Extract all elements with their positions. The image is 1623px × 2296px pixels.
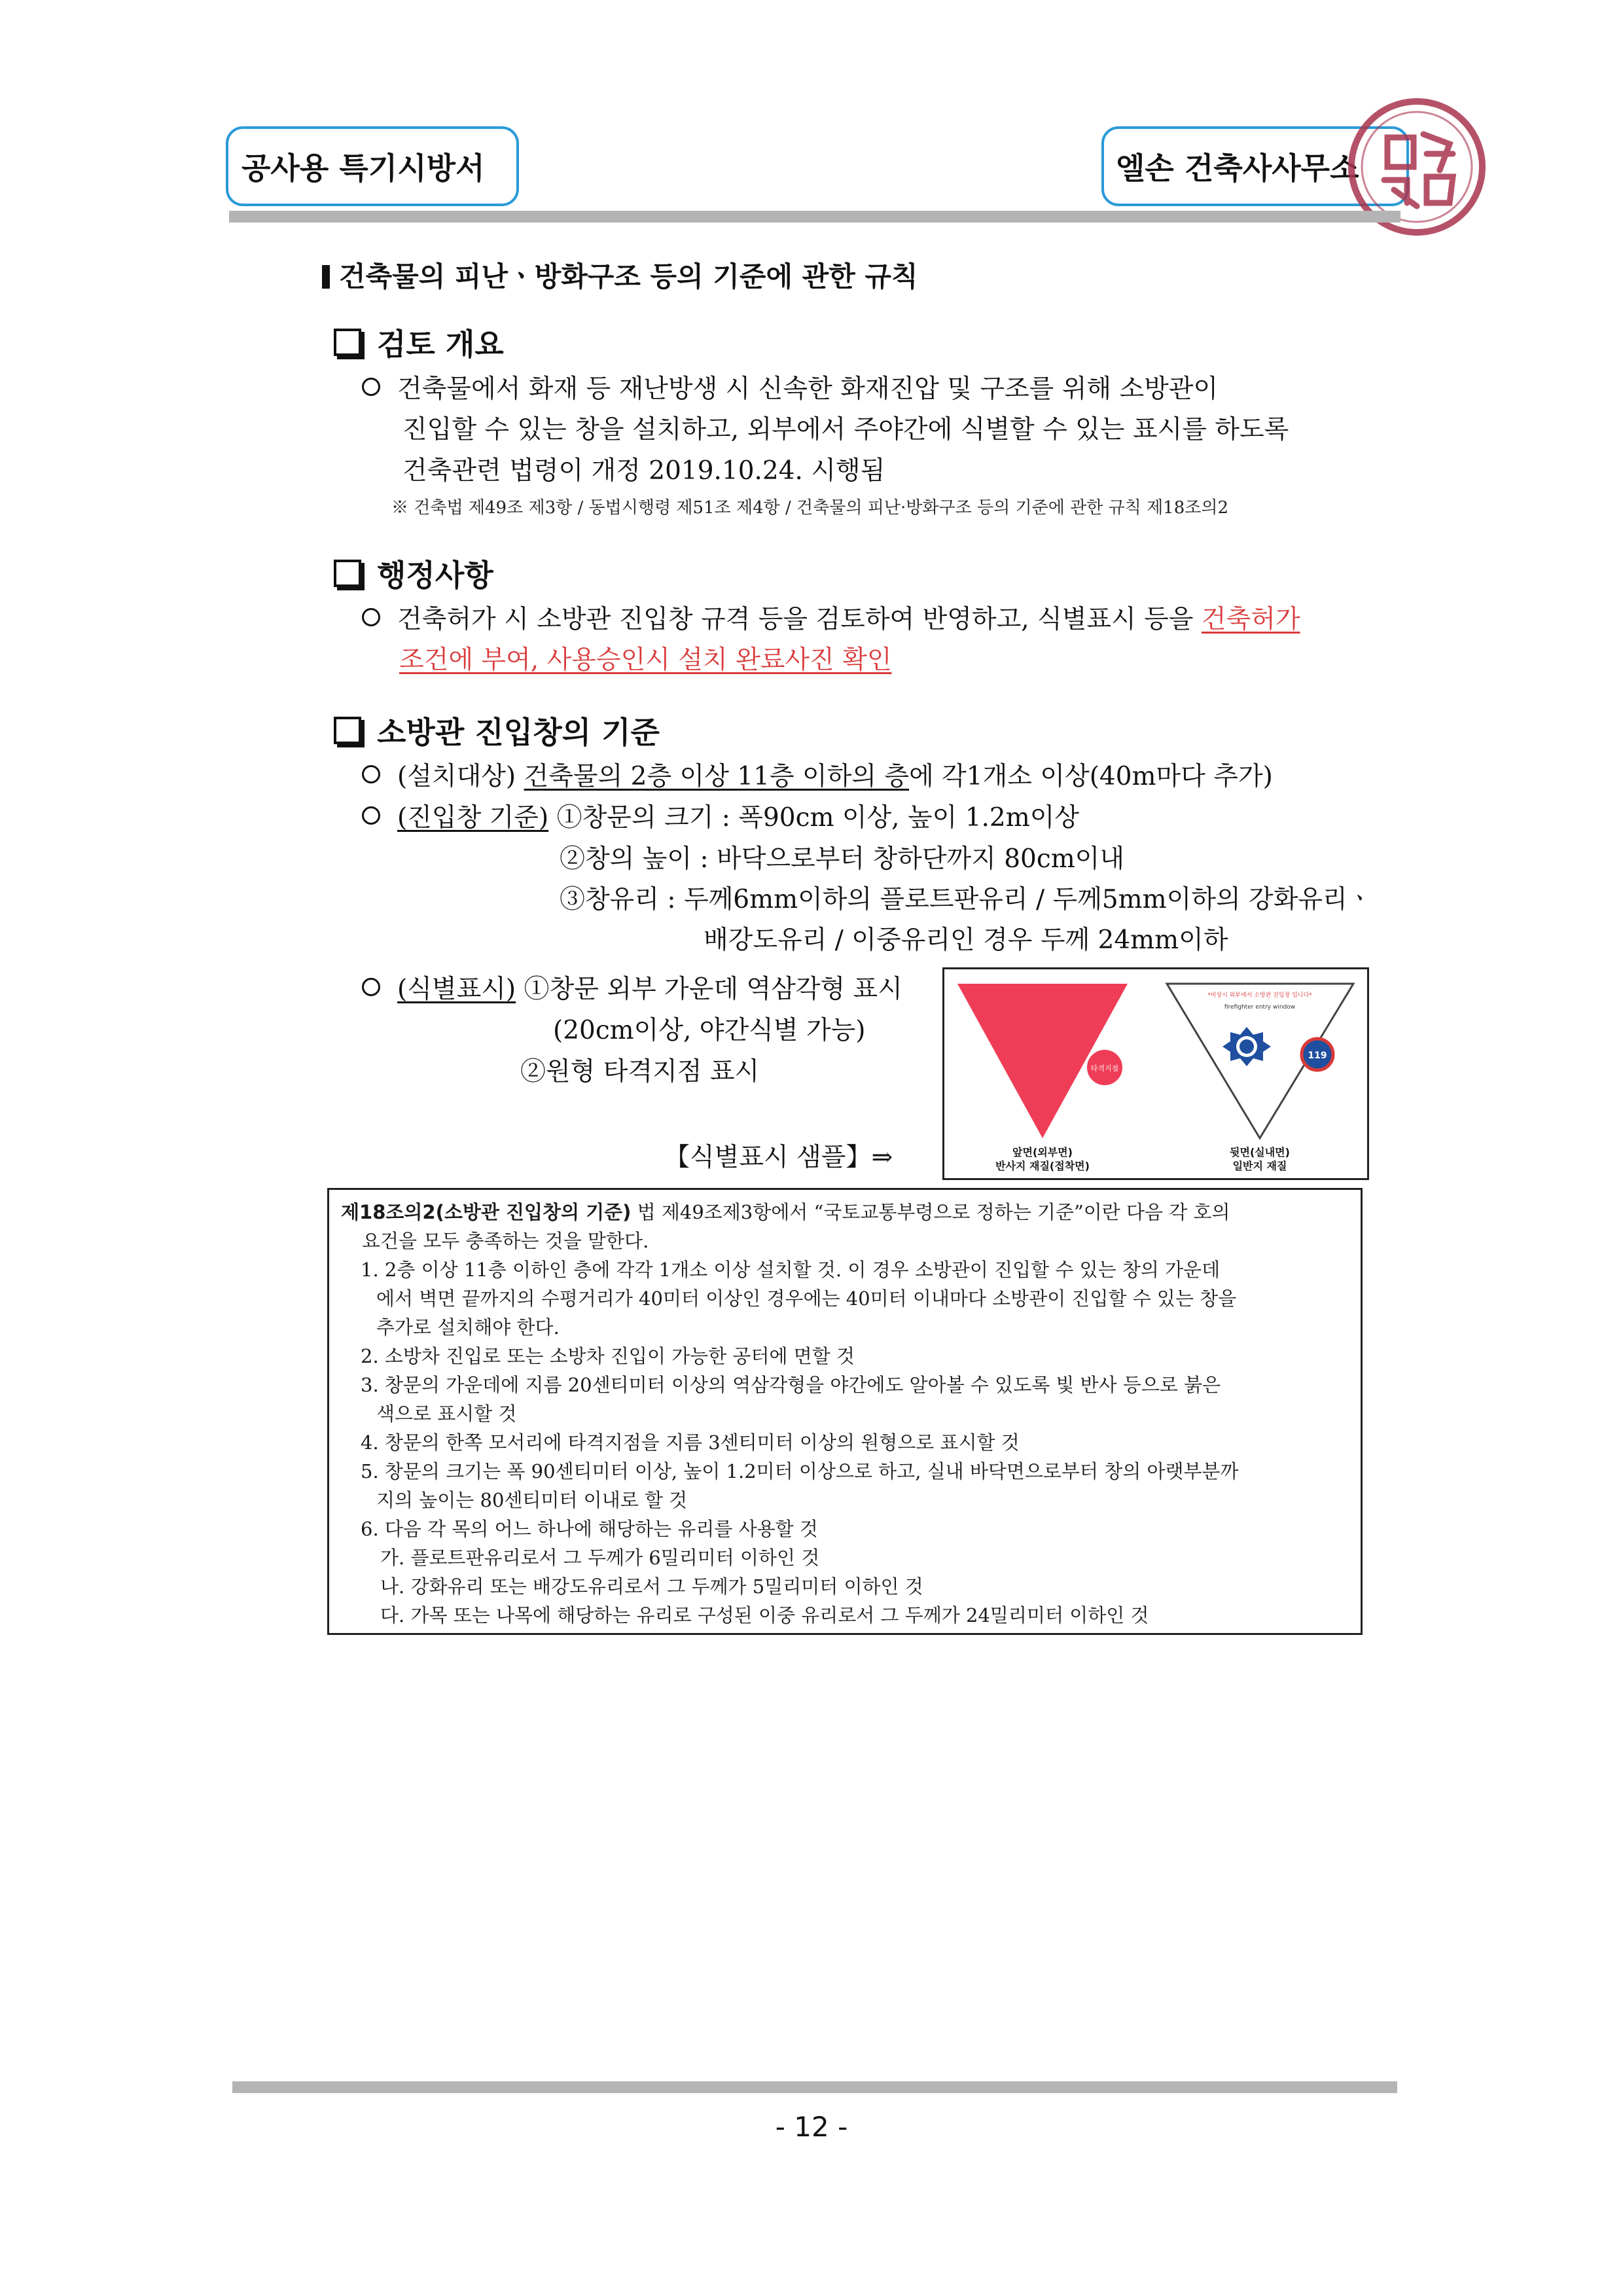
law-item: 5. 창문의 크기는 폭 90센티미터 이상, 높이 1.2미터 이상으로 하고, 실내 바닥면으로부터 창의 아랫부분까 <box>361 1460 1239 1482</box>
page-number: - 12 - <box>775 2111 848 2143</box>
back-top-text: *비상시 외부에서 소방관 진입창 입니다* <box>1207 992 1312 999</box>
law-item: 에서 벽면 끝까지의 수평거리가 40미터 이상인 경우에는 40미터 이내마다 소방관이 진입할 수 있는 창을 <box>376 1287 1237 1310</box>
footer-divider <box>232 2081 1397 2093</box>
law-item: 6. 다음 각 목의 어느 하나에 해당하는 유리를 사용할 것 <box>361 1518 818 1540</box>
overview-legal-note: ※ 건축법 제49조 제3항 / 동법시행령 제51조 제4항 / 건축물의 피난·방화구조 등의 기준에 관한 규칙 제18조의2 <box>391 498 1229 518</box>
law-item: 색으로 표시할 것 <box>376 1403 517 1425</box>
header-left-title: 공사용 특기시방서 <box>241 151 485 186</box>
criteria-window-line-3: ③창유리 : 두께6mm이하의 플로트판유리 / 두께5mm이하의 강화유리ㆍ <box>560 885 1372 914</box>
sample-label: 【식별표시 샘플】⇒ <box>664 1143 893 1172</box>
criteria-target-line: (설치대상) 건축물의 2층 이상 11층 이하의 층에 각1개소 이상(40m마다 추가) <box>362 756 1273 793</box>
back-caption-2: 일반지 재질 <box>1232 1160 1287 1172</box>
law-item: 가. 플로트판유리로서 그 두께가 6밀리미터 이하인 것 <box>380 1547 820 1569</box>
admin-line-2: 조건에 부여, 사용승인시 설치 완료사진 확인 <box>399 645 892 675</box>
front-caption-2: 반사지 재질(접착면) <box>995 1160 1090 1172</box>
section-overview-heading: 검토 개요 <box>334 321 504 364</box>
front-caption-1: 앞면(외부면) <box>1012 1146 1073 1158</box>
bullet-circle-icon <box>362 806 380 825</box>
title-marker <box>322 265 330 289</box>
criteria-window-line-2: ②창의 높이 : 바닥으로부터 창하단까지 80cm이내 <box>560 844 1125 874</box>
bullet-circle-icon <box>362 765 380 783</box>
header-right-title: 엘손 건축사사무소 <box>1116 151 1359 186</box>
section-criteria-heading: 소방관 진입창의 기준 <box>334 709 660 752</box>
bullet-circle-icon <box>362 978 380 996</box>
criteria-mark-line-2: ②원형 타격지점 표시 <box>520 1057 760 1086</box>
checkbox-icon <box>334 329 361 356</box>
law-excerpt-box <box>327 1188 1363 1635</box>
law-heading-cont: 요건을 모두 충족하는 것을 말한다. <box>362 1230 649 1252</box>
law-item: 4. 창문의 한쪽 모서리에 타격지점을 지름 3센티미터 이상의 원형으로 표시할 것 <box>361 1431 1020 1454</box>
law-item: 나. 강화유리 또는 배강도유리로서 그 두께가 5밀리미터 이하인 것 <box>380 1575 923 1598</box>
law-heading: 제18조의2(소방관 진입창의 기준) 법 제49조제3항에서 “국토교통부령으로 정하는 기준”이란 다음 각 호의 <box>341 1201 1230 1223</box>
bullet-circle-icon <box>362 608 380 626</box>
checkbox-icon <box>334 717 361 744</box>
back-caption-1: 뒷면(실내면) <box>1230 1146 1290 1158</box>
header-left-title-box <box>226 126 519 206</box>
law-item: 1. 2층 이상 11층 이하인 층에 각각 1개소 이상 설치할 것. 이 경우 소방관이 진입할 수 있는 창의 가운데 <box>361 1259 1221 1281</box>
law-item: 지의 높이는 80센티미터 이내로 할 것 <box>376 1489 688 1511</box>
identification-sample-image <box>942 967 1369 1180</box>
bullet-circle-icon <box>362 378 380 396</box>
badge-119-text: 119 <box>1308 1050 1327 1061</box>
criteria-window-line-3b: 배강도유리 / 이중유리인 경우 두께 24mm이하 <box>704 925 1228 955</box>
criteria-window-line-1: (진입창 기준) ①창문의 크기 : 폭90cm 이상, 높이 1.2m이상 <box>362 797 1079 834</box>
law-item: 다. 가목 또는 나목에 해당하는 유리로 구성된 이중 유리로서 그 두께가 24밀리미터 이하인 것 <box>380 1604 1149 1626</box>
strike-point-text: 타격지점 <box>1090 1064 1119 1073</box>
overview-line-2: 진입할 수 있는 창을 설치하고, 외부에서 주야간에 식별할 수 있는 표시를 하도록 <box>402 415 1289 444</box>
checkbox-icon <box>334 560 361 587</box>
law-item: 3. 창문의 가운데에 지름 20센티미터 이상의 역삼각형을 야간에도 알아볼 수 있도록 빛 반사 등으로 붉은 <box>361 1374 1221 1396</box>
admin-line-1: 건축허가 시 소방관 진입창 규격 등을 검토하여 반영하고, 식별표시 등을 건축허가 <box>362 599 1300 636</box>
law-item: 2. 소방차 진입로 또는 소방차 진입이 가능한 공터에 면할 것 <box>361 1345 855 1367</box>
back-sub-text: firefighter entry window <box>1224 1004 1296 1011</box>
document-title: 건축물의 피난ㆍ방화구조 등의 기준에 관한 규칙 <box>322 255 918 295</box>
law-item: 추가로 설치해야 한다. <box>376 1316 560 1338</box>
criteria-mark-line-1b: (20cm이상, 야간식별 가능) <box>553 1016 866 1045</box>
overview-line-3: 건축관련 법령이 개정 2019.10.24. 시행됨 <box>402 456 885 486</box>
criteria-mark-line-1: (식별표시) ①창문 외부 가운데 역삼각형 표시 <box>362 969 902 1005</box>
header-divider <box>229 211 1400 223</box>
section-admin-heading: 행정사항 <box>334 552 493 595</box>
overview-line-1: 건축물에서 화재 등 재난방생 시 신속한 화재진압 및 구조를 위해 소방관이 <box>362 368 1218 405</box>
